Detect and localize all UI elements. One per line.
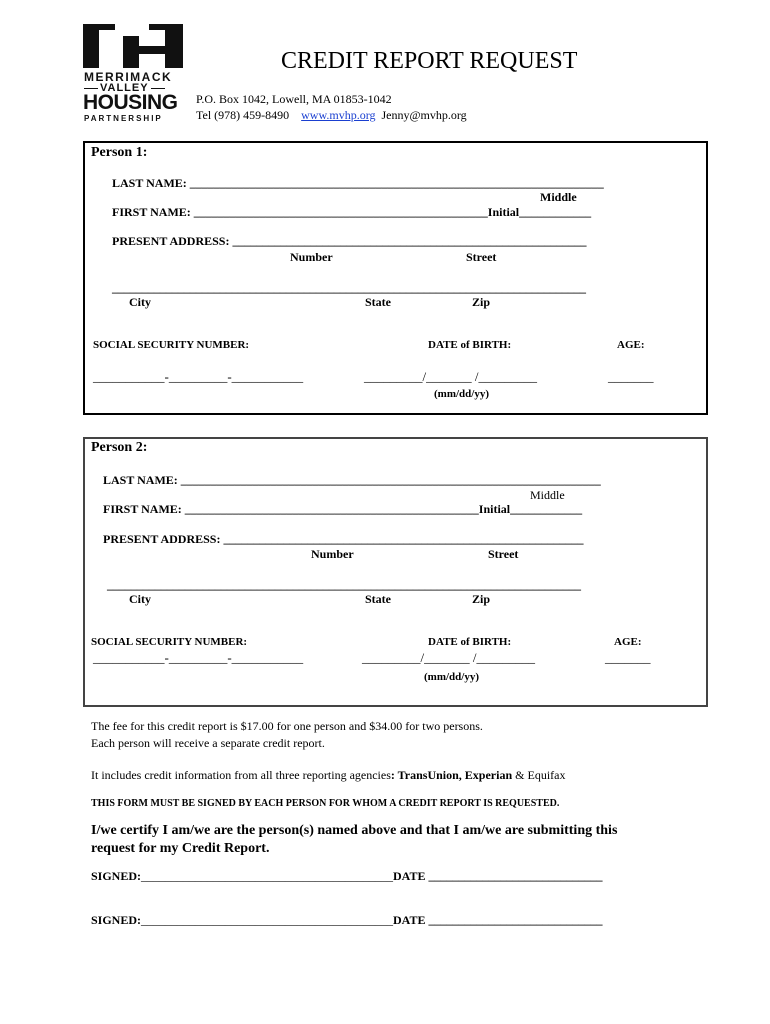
person1-dob-label: DATE of BIRTH: (428, 339, 512, 351)
person2-last-name-field[interactable]: LAST NAME: ______________________________________________________________________ (103, 473, 601, 487)
person2-dob-label: DATE of BIRTH: (428, 636, 512, 648)
logo-bar-cross (139, 46, 165, 54)
agencies-equifax: & Equifax (512, 768, 566, 782)
person1-middle-label: Middle (540, 190, 577, 204)
person2-city-line[interactable]: _______________________________________________________________________________ (107, 578, 581, 592)
person2-address-field[interactable]: PRESENT ADDRESS: ____________________________________________________________ (103, 532, 584, 546)
person2-city-label: City (129, 592, 151, 606)
header-address: P.O. Box 1042, Lowell, MA 01853-1042 (196, 92, 392, 106)
person1-date-format: (mm/dd/yy) (434, 388, 489, 400)
certify-line-2: request for my Credit Report. (91, 841, 270, 856)
person1-state-label: State (365, 295, 391, 309)
signed-label-1: SIGNED: (91, 869, 142, 883)
header-contact (196, 108, 467, 123)
date-label-2: DATE (393, 913, 426, 927)
agencies-colon: : (390, 768, 395, 782)
person2-first-name-field[interactable]: FIRST NAME: _________________________________________________Initial____________ (103, 502, 583, 516)
person2-age-field[interactable]: _______ (605, 650, 651, 665)
agencies-prefix: It includes credit information from all three reporting agencies (91, 768, 391, 782)
date-label-1: DATE (393, 869, 426, 883)
signature-row-2 (91, 913, 602, 928)
person1-age-label: AGE: (617, 339, 645, 351)
person1-city-label: City (129, 295, 151, 309)
logo-bar-mid (123, 36, 139, 68)
agencies-names: TransUnion, Experian (394, 768, 513, 782)
header-email: Jenny@mvhp.org (381, 108, 467, 122)
person1-age-field[interactable]: _______ (608, 369, 654, 384)
fee-line-2: Each person will receive a separate credit report. (91, 736, 325, 750)
logo-bar-top-right (149, 24, 165, 30)
website-link[interactable]: www.mvhp.org (301, 108, 376, 122)
agencies-line (91, 768, 565, 783)
person2-dob-field[interactable]: _________/_______ /_________ (362, 650, 535, 665)
person2-ssn-label: SOCIAL SECURITY NUMBER: (91, 636, 248, 648)
person2-age-label: AGE: (614, 636, 642, 648)
signature-field-2[interactable]: __________________________________________ (141, 913, 394, 927)
fee-line-1: The fee for this credit report is $17.00 for one person and $34.00 for two persons. (91, 719, 483, 733)
person2-state-label: State (365, 592, 391, 606)
must-sign-notice: THIS FORM MUST BE SIGNED BY EACH PERSON FOR WHOM A CREDIT REPORT IS REQUESTED. (91, 798, 560, 809)
person1-first-name-field[interactable]: FIRST NAME: _________________________________________________Initial____________ (112, 205, 592, 219)
person2-zip-label: Zip (472, 592, 491, 606)
person1-last-name-field[interactable]: LAST NAME: _____________________________________________________________________ (112, 176, 604, 190)
person2-number-label: Number (311, 547, 354, 561)
person1-dob-field[interactable]: _________/_______ /_________ (364, 369, 537, 384)
person2-street-label: Street (488, 547, 519, 561)
signed-label-2: SIGNED: (91, 913, 142, 927)
header-tel: Tel (978) 459-8490 (196, 108, 290, 122)
certify-line-1: I/we certify I am/we are the person(s) named above and that I am/we are submitting this (91, 823, 618, 838)
logo-bar-top-left (99, 24, 115, 30)
person1-ssn-label: SOCIAL SECURITY NUMBER: (93, 339, 250, 351)
logo-merrimack: MERRIMACK (84, 70, 173, 84)
person1-address-field[interactable]: PRESENT ADDRESS: ___________________________________________________________ (112, 234, 587, 248)
person2-ssn-field[interactable]: ___________-_________-___________ (93, 650, 304, 665)
logo-partnership: PARTNERSHIP (84, 114, 163, 123)
person2-date-format: (mm/dd/yy) (424, 671, 479, 683)
person1-number-label: Number (290, 250, 333, 264)
page-title: CREDIT REPORT REQUEST (281, 48, 578, 74)
logo-bar-right (165, 24, 183, 68)
date-field-1[interactable]: _____________________________ (425, 869, 603, 883)
person1-city-line[interactable]: _______________________________________________________________________________ (112, 281, 586, 295)
person1-ssn-field[interactable]: ___________-_________-___________ (93, 369, 304, 384)
person1-street-label: Street (466, 250, 497, 264)
person1-heading: Person 1: (91, 145, 148, 160)
person2-middle-label: Middle (530, 488, 565, 502)
logo-valley-text: VALLEY (100, 82, 149, 94)
logo-bar-left (83, 24, 99, 68)
person2-heading: Person 2: (91, 440, 148, 455)
person1-zip-label: Zip (472, 295, 491, 309)
signature-row-1 (91, 869, 602, 884)
date-field-2[interactable]: _____________________________ (425, 913, 603, 927)
logo-housing: HOUSING (83, 91, 178, 114)
signature-field-1[interactable]: __________________________________________ (141, 869, 394, 883)
